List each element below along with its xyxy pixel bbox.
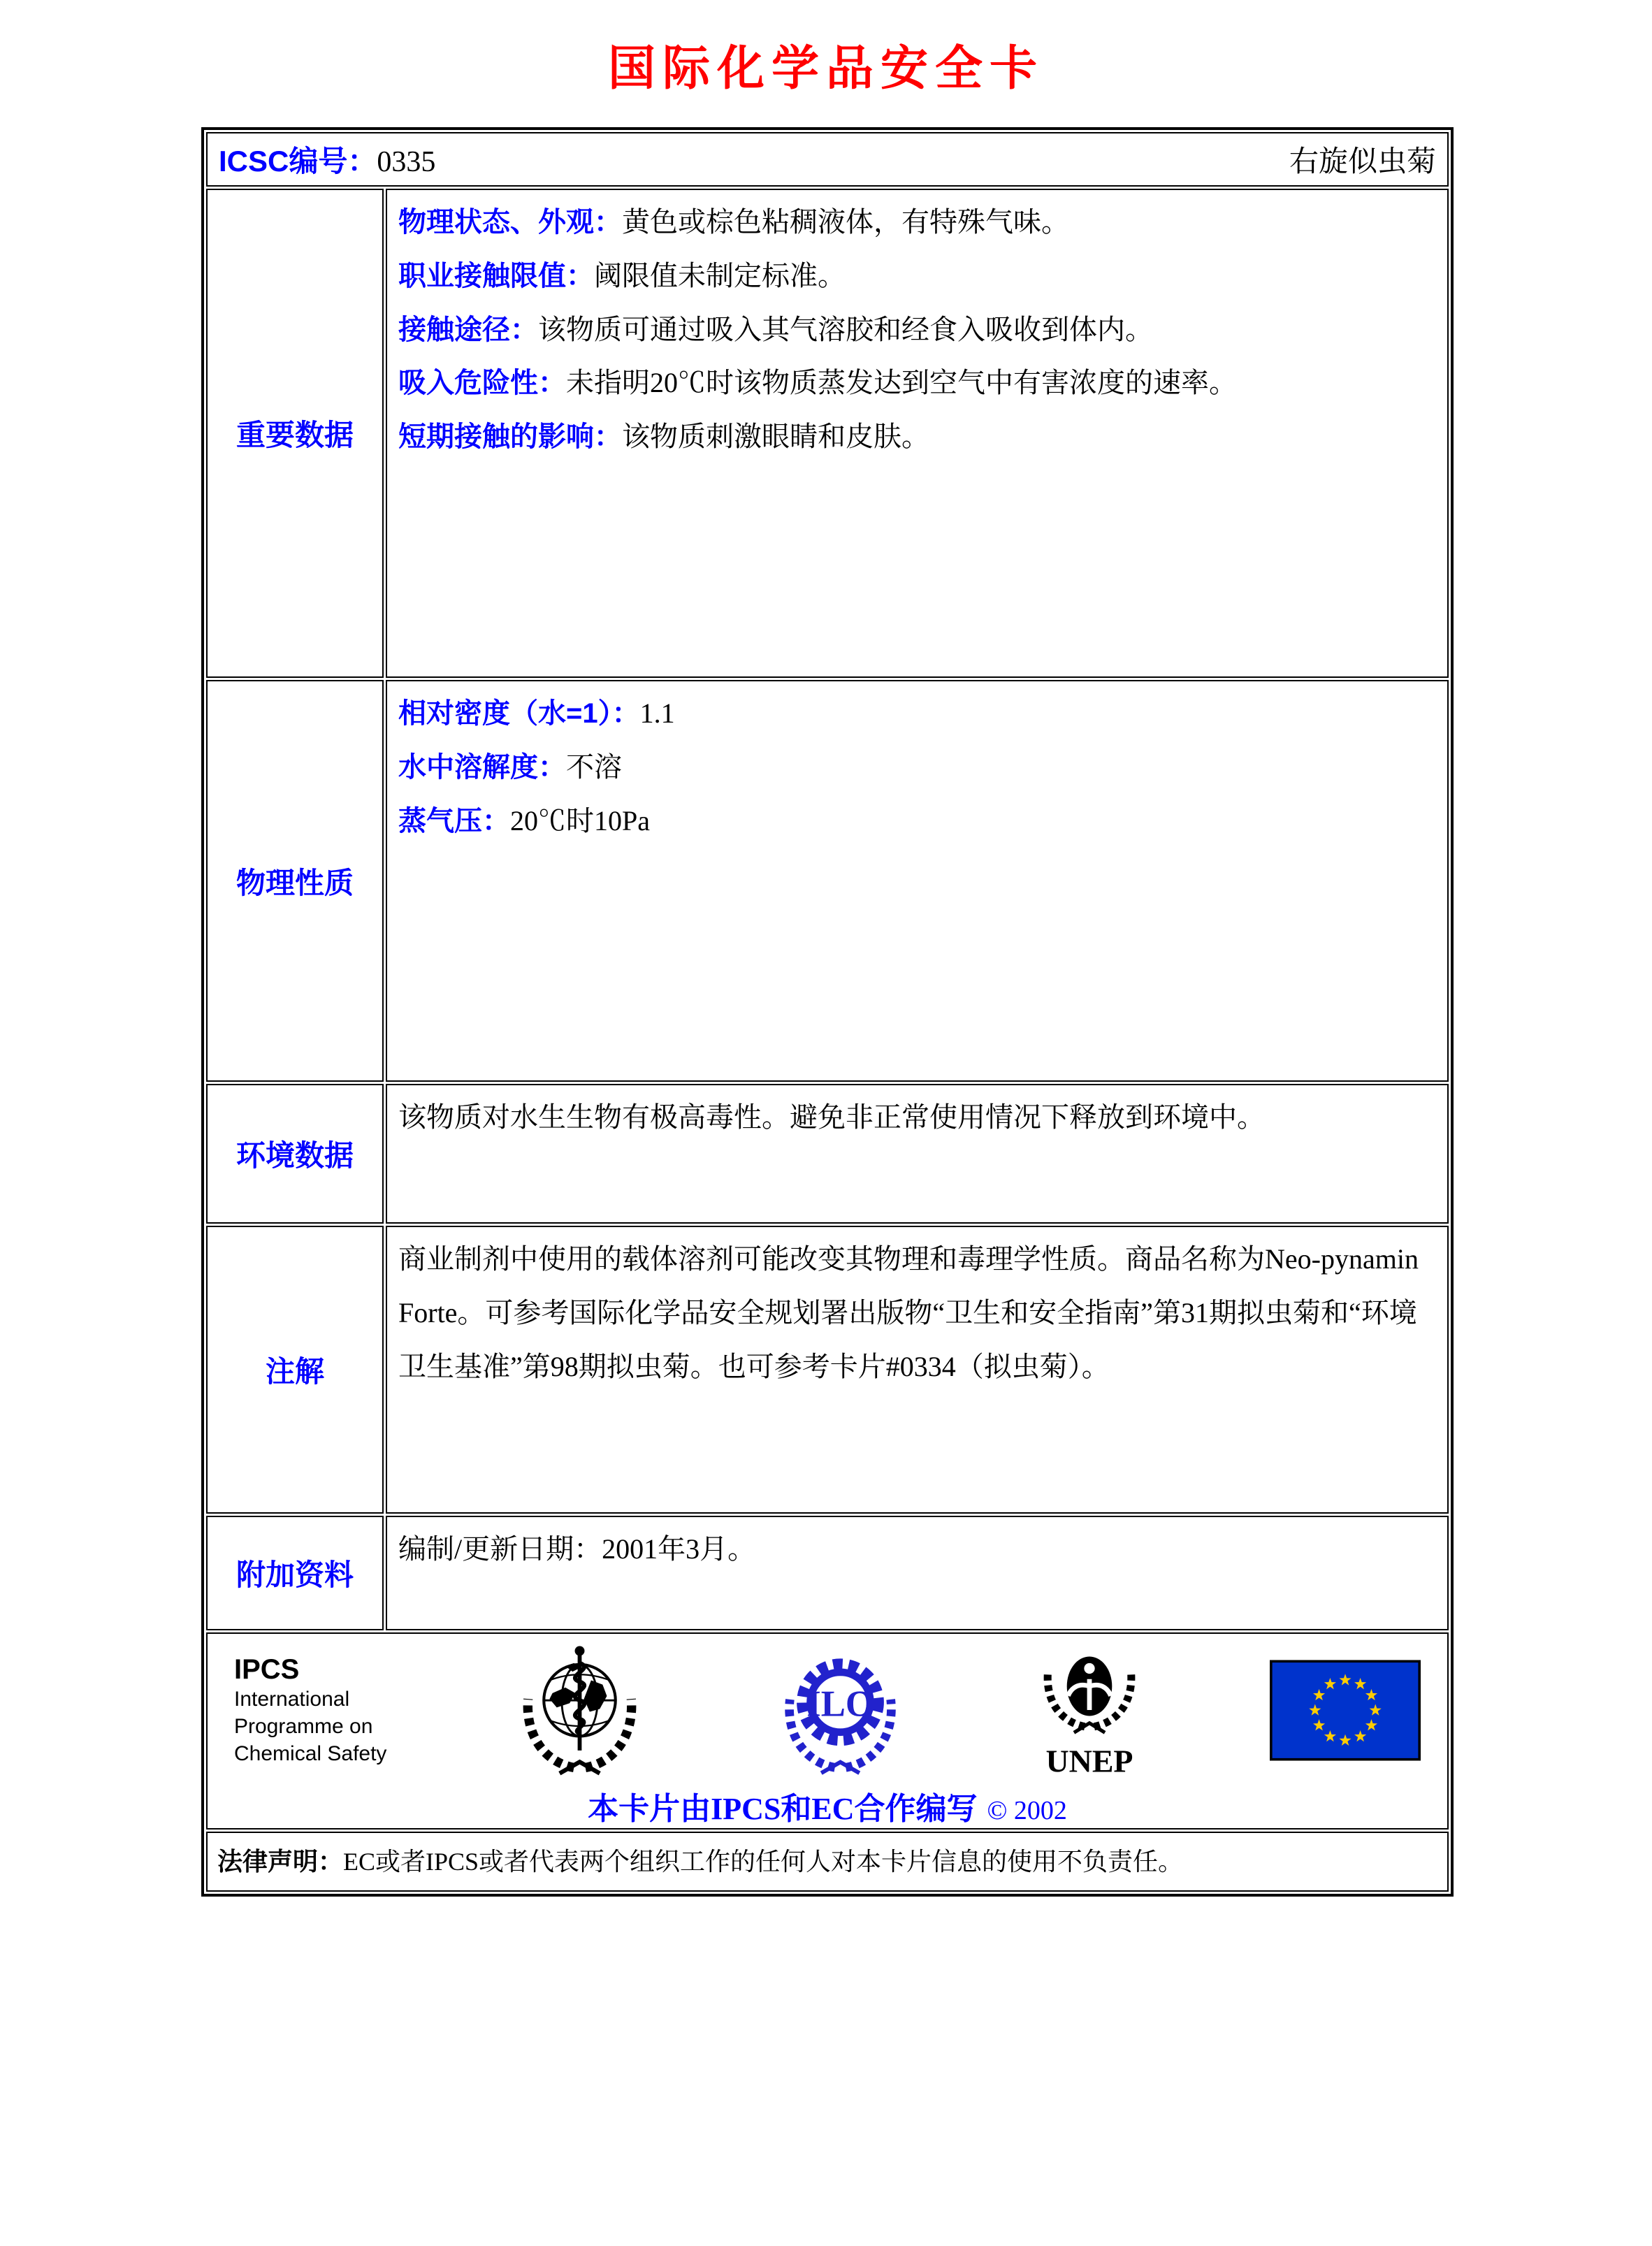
table-row-header — [206, 132, 1449, 187]
credit-text: 本卡片由IPCS和EC合作编写 — [588, 1792, 978, 1826]
legal-cell — [206, 1832, 1449, 1892]
item-desc: 编制/更新日期：2001年3月。 — [398, 1533, 756, 1565]
list-item — [398, 741, 1436, 795]
header-cell — [206, 132, 1449, 187]
item-term: 蒸气压： — [398, 805, 510, 836]
logo-strip — [215, 1638, 1440, 1782]
eu-flag-icon — [1270, 1659, 1421, 1762]
section-label-additional-information: 附加资料 — [206, 1516, 384, 1630]
list-item — [398, 303, 1436, 357]
item-desc: 20℃时10Pa — [510, 804, 650, 836]
ipcs-acronym: IPCS — [234, 1653, 300, 1685]
table-row-physical-properties — [206, 680, 1449, 1082]
item-desc: 阈限值未制定标准。 — [594, 259, 846, 291]
section-content-physical-properties — [386, 680, 1449, 1082]
legal-text: EC或者IPCS或者代表两个组织工作的任何人对本卡片信息的使用不负责任。 — [343, 1847, 1184, 1876]
item-desc: 商业制剂中使用的载体溶剂可能改变其物理和毒理学性质。商品名称为Neo-pynamin Forte。可参考国际化学品安全规划署出版物“卫生和安全指南”第31期拟虫菊和“环境卫生基准”第98期拟虫菊。也可参考卡片#0334（拟虫菊）。 — [398, 1243, 1419, 1382]
item-desc: 1.1 — [639, 697, 675, 729]
list-item — [398, 1523, 1436, 1577]
logos-cell — [206, 1632, 1449, 1830]
item-term: 职业接触限值： — [398, 260, 594, 291]
item-term: 吸入危险性： — [398, 368, 566, 399]
section-content-notes — [386, 1226, 1449, 1514]
item-desc: 未指明20℃时该物质蒸发达到空气中有害浓度的速率。 — [566, 367, 1237, 399]
page-title: 国际化学品安全卡 — [607, 42, 1044, 95]
chemical-name: 右旋似虫菊 — [1289, 146, 1436, 178]
item-term: 相对密度（水=1）： — [398, 698, 640, 729]
list-item — [398, 249, 1436, 303]
list-item — [398, 795, 1436, 848]
ilo-icon — [772, 1642, 908, 1778]
icsc-table — [201, 127, 1454, 1897]
list-item — [398, 1091, 1436, 1145]
ipcs-text-block — [234, 1653, 386, 1767]
section-label-environmental-data: 环境数据 — [206, 1084, 384, 1224]
icsc-number-label: ICSC编号： — [219, 145, 377, 177]
section-content-additional-information — [386, 1516, 1449, 1630]
copyright-text: © 2002 — [987, 1796, 1067, 1825]
ipcs-line: International — [234, 1687, 350, 1711]
table-row-important-data — [206, 189, 1449, 678]
list-item — [398, 1233, 1436, 1393]
who-icon — [508, 1639, 651, 1782]
item-term: 水中溶解度： — [398, 751, 566, 783]
item-desc: 该物质对水生生物有极高毒性。避免非正常使用情况下释放到环境中。 — [398, 1101, 1265, 1133]
section-label-important-data: 重要数据 — [206, 189, 384, 678]
item-term: 接触途径： — [398, 314, 538, 345]
item-desc: 该物质可通过吸入其气溶胶和经食入吸收到体内。 — [538, 313, 1153, 345]
icsc-number-value: 0335 — [377, 146, 436, 178]
legal-label: 法律声明： — [217, 1846, 344, 1876]
list-item — [398, 196, 1436, 249]
ilo-label: ILO — [806, 1683, 874, 1724]
ipcs-line: Programme on — [234, 1714, 373, 1738]
section-content-environmental-data — [386, 1084, 1449, 1224]
unep-label: UNEP — [1045, 1743, 1133, 1779]
list-item — [398, 687, 1436, 741]
ipcs-line: Chemical Safety — [234, 1741, 387, 1765]
table-row-environmental-data — [206, 1084, 1449, 1224]
item-term: 物理状态、外观： — [398, 207, 622, 238]
item-desc: 不溶 — [566, 751, 622, 783]
section-label-notes: 注解 — [206, 1226, 384, 1514]
item-desc: 该物质刺激眼睛和皮肤。 — [622, 421, 929, 453]
unep-icon — [1030, 1639, 1149, 1781]
table-row-legal — [206, 1832, 1449, 1892]
list-item — [398, 356, 1436, 410]
item-desc: 黄色或棕色粘稠液体，有特殊气味。 — [622, 206, 1069, 238]
table-row-logos — [206, 1632, 1449, 1830]
table-row-notes — [206, 1226, 1449, 1514]
credit-line — [215, 1783, 1440, 1828]
table-row-additional-information — [206, 1516, 1449, 1630]
list-item — [398, 410, 1436, 464]
item-term: 短期接触的影响： — [398, 421, 622, 453]
icsc-number-group — [219, 138, 435, 180]
section-label-physical-properties: 物理性质 — [206, 680, 384, 1082]
section-content-important-data — [386, 189, 1449, 678]
